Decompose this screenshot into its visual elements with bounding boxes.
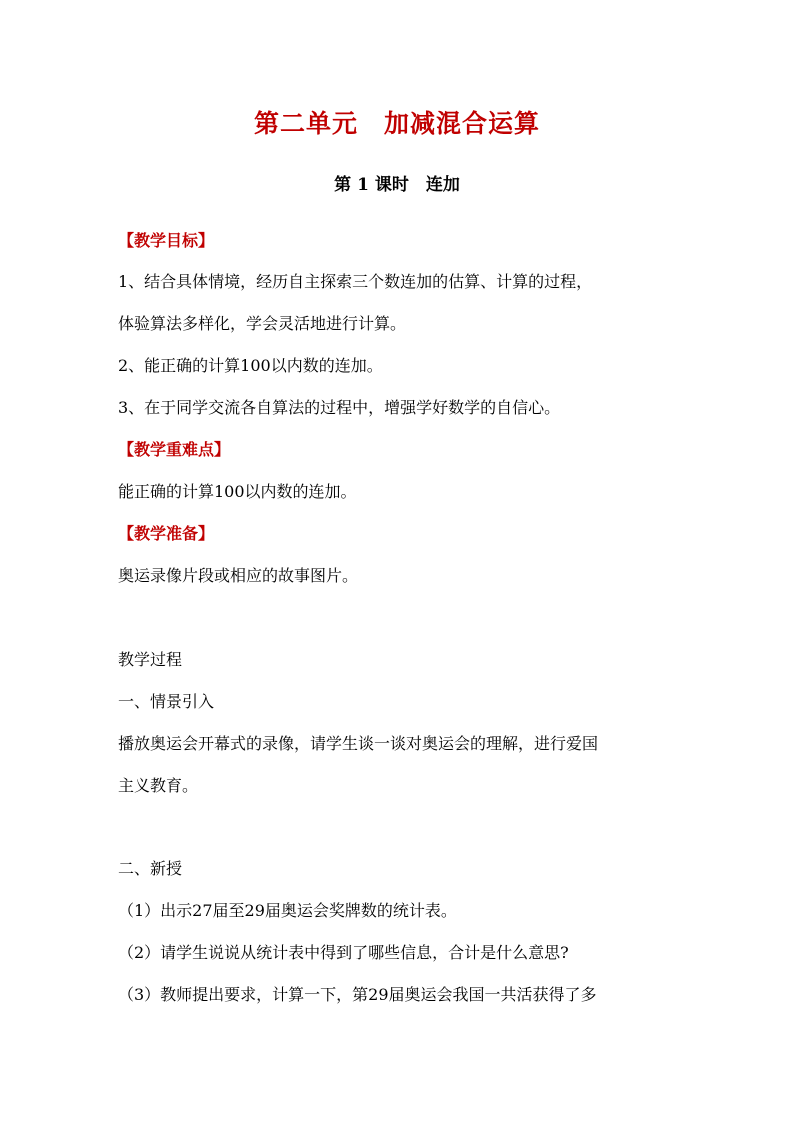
lesson-subtitle: 第 1 课时 连加 bbox=[334, 175, 460, 195]
process-item-1: （1）出示27届至29届奥运会奖牌数的统计表。 bbox=[118, 901, 457, 920]
key-points-heading: 【教学重难点】 bbox=[118, 440, 231, 459]
process-part2-title: 二、新授 bbox=[118, 859, 183, 878]
goals-heading: 【教学目标】 bbox=[118, 231, 215, 250]
goals-line-1: 1、结合具体情境，经历自主探索三个数连加的估算、计算的过程， bbox=[118, 272, 593, 291]
process-part1-title: 一、情景引入 bbox=[118, 692, 215, 711]
process-item-2: （2）请学生说说从统计表中得到了哪些信息，合计是什么意思? bbox=[118, 943, 569, 962]
preparation-line-1: 奥运录像片段或相应的故事图片。 bbox=[118, 566, 359, 585]
process-item-3: （3）教师提出要求，计算一下，第29届奥运会我国一共活获得了多 bbox=[118, 985, 597, 1004]
goals-line-4: 3、在于同学交流各自算法的过程中，增强学好数学的自信心。 bbox=[118, 398, 561, 417]
process-part1-line-2: 主义教育。 bbox=[118, 776, 199, 795]
page-title: 第二单元 加减混合运算 bbox=[253, 109, 540, 138]
goals-line-2: 体验算法多样化，学会灵活地进行计算。 bbox=[118, 314, 407, 333]
key-points-line-1: 能正确的计算100以内数的连加。 bbox=[118, 482, 357, 501]
preparation-heading: 【教学准备】 bbox=[118, 524, 215, 543]
process-heading: 教学过程 bbox=[118, 650, 183, 669]
process-part1-line-1: 播放奥运会开幕式的录像，请学生谈一谈对奥运会的理解，进行爱国 bbox=[118, 734, 599, 753]
goals-line-3: 2、能正确的计算100以内数的连加。 bbox=[118, 356, 383, 375]
